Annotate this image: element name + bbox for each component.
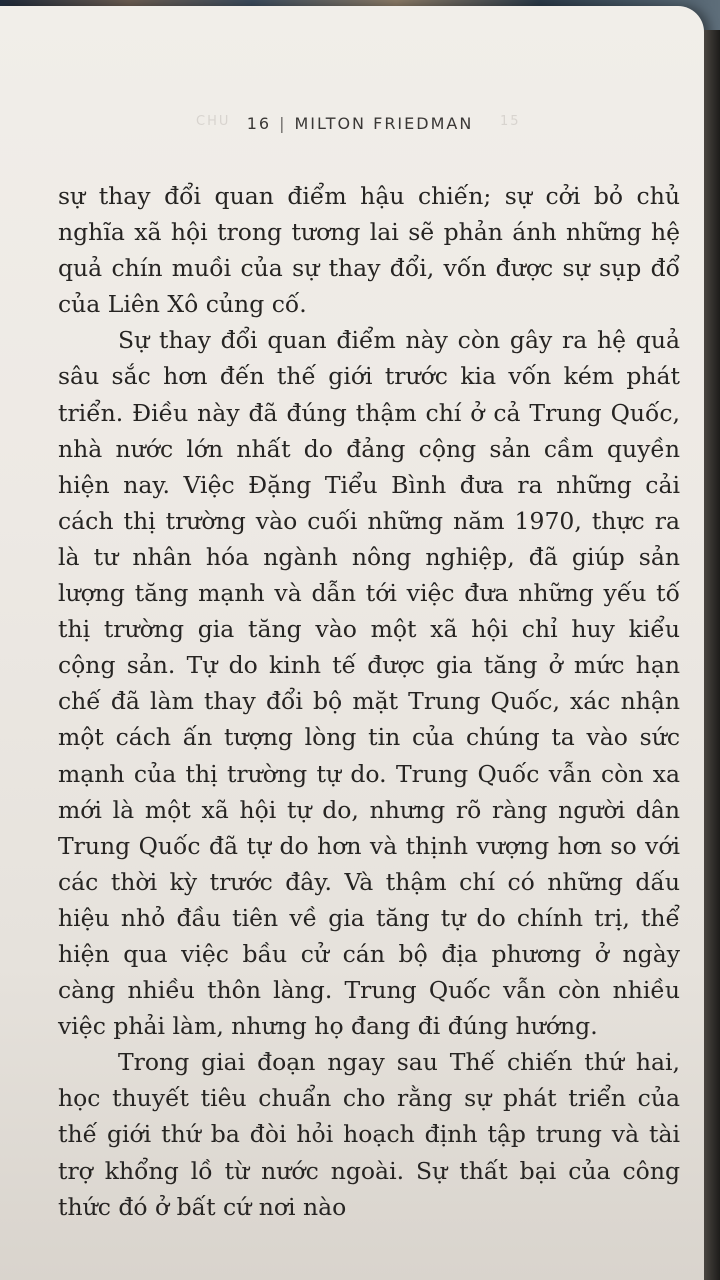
paragraph-1: sự thay đổi quan điểm hậu chiến; sự cởi bỏ chủ nghĩa xã hội trong tương lai sẽ phản ánh những hệ quả chín muồi của sự thay đổi, vốn được sự sụp đổ của Liên Xô củng cố. <box>58 182 680 319</box>
body-text <box>58 178 680 1225</box>
author-name: MILTON FRIEDMAN <box>294 114 474 133</box>
paragraph-2: Sự thay đổi quan điểm này còn gây ra hệ quả sâu sắc hơn đến thế giới trước kia vốn kém phát triển. Điều này đã đúng thậm chí ở cả Trung Quốc, nhà nước lớn nhất do đảng cộng sản cầm quyền hiện nay. Việc Đặng Tiểu Bình đưa ra những cải cách thị trường vào cuối những năm 1970, thực ra là tư nhân hóa ngành nông nghiệp, đã giúp sản lượng tăng mạnh và dẫn tới việc đưa những yếu tố thị trường gia tăng vào một xã hội chỉ huy kiểu cộng sản. Tự do kinh tế được gia tăng ở mức hạn chế đã làm thay đổi bộ mặt Trung Quốc, xác nhận một cách ấn tượng lòng tin của chúng ta vào sức mạnh của thị trường tự do. Trung Quốc vẫn còn xa mới là một xã hội tự do, nhưng rõ ràng người dân Trung Quốc đã tự do hơn và thịnh vượng hơn so với các thời kỳ trước đây. Và thậm chí có những dấu hiệu nhỏ đầu tiên về gia tăng tự do chính trị, thể hiện qua việc bầu cử cán bộ địa phương ở ngày càng nhiều thôn làng. Trung Quốc vẫn còn nhiều việc phải làm, nhưng họ đang đi đúng hướng. <box>58 326 680 1041</box>
book-page <box>0 6 704 1280</box>
show-through-text-right: 15 <box>500 114 521 129</box>
running-header <box>0 114 720 133</box>
page-number: 16 <box>246 114 272 133</box>
show-through-text-left: CHU <box>196 114 231 129</box>
header-separator: | <box>279 114 287 133</box>
page-edge-shadow <box>704 30 720 1280</box>
paragraph-3: Trong giai đoạn ngay sau Thế chiến thứ hai, học thuyết tiêu chuẩn cho rằng sự phát triển của thế giới thứ ba đòi hỏi hoạch định tập trung và tài trợ khổng lồ từ nước ngoài. Sự thất bại của công thức đó ở bất cứ nơi nào <box>58 1048 680 1221</box>
